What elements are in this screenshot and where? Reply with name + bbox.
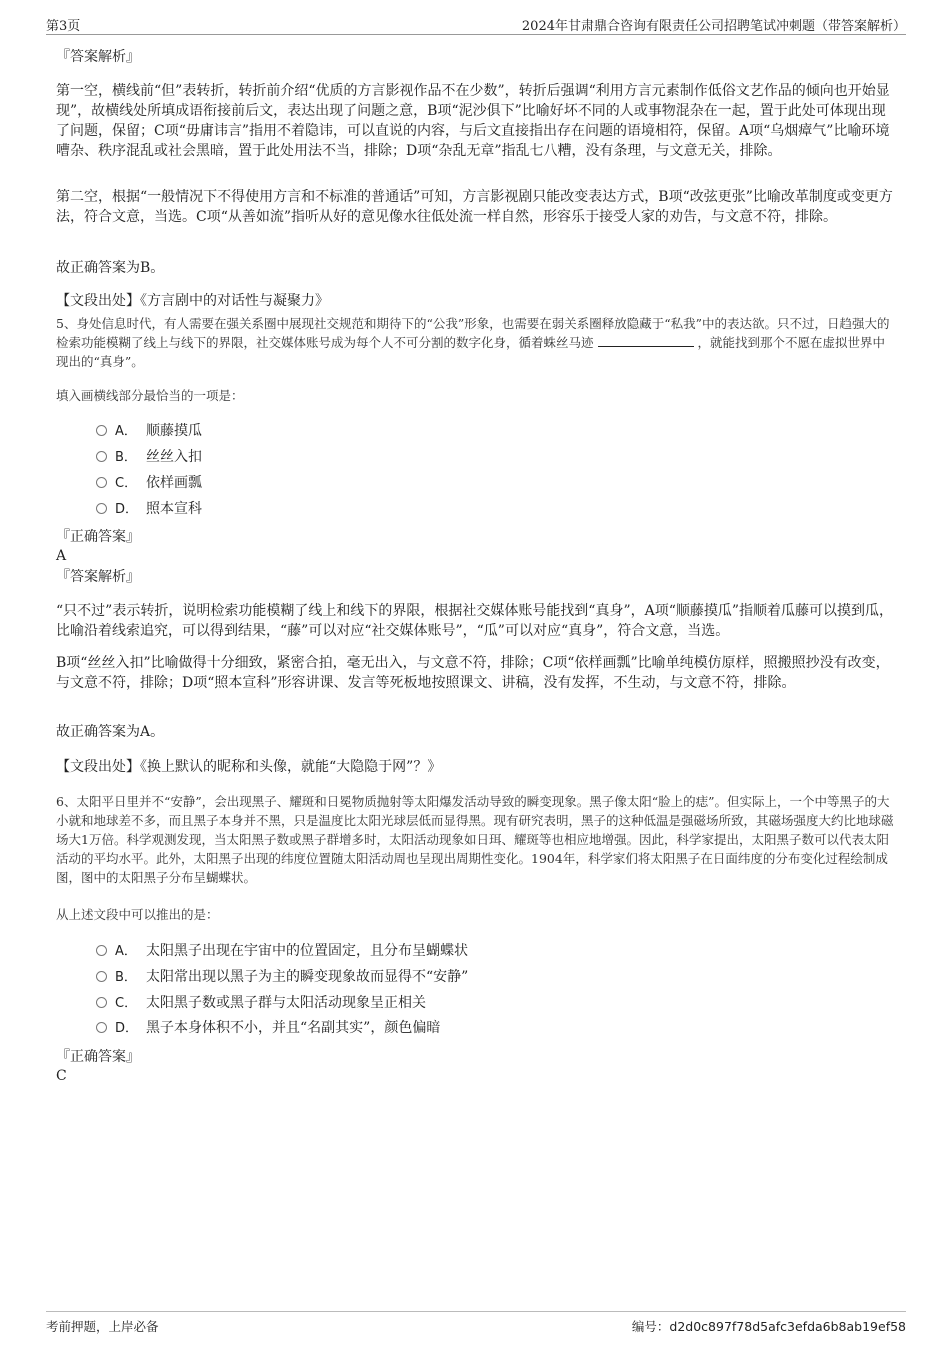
radio-icon[interactable] xyxy=(96,945,107,956)
q6-option-d[interactable] xyxy=(96,1017,440,1039)
document-code: 编号：d2d0c897f78d5afc3efda6b8ab19ef58 xyxy=(631,1319,906,1334)
option-letter: B． xyxy=(115,970,137,985)
radio-icon[interactable] xyxy=(96,1022,107,1033)
q5-stem xyxy=(56,314,894,371)
option-text: 照本宣科 xyxy=(146,501,202,517)
q6-option-b[interactable] xyxy=(96,966,468,988)
q5-conclusion: 故正确答案为A。 xyxy=(56,724,165,740)
option-letter: B． xyxy=(115,450,137,465)
footer-slogan: 考前押题，上岸必备 xyxy=(46,1319,159,1334)
option-text: 太阳黑子出现在宇宙中的位置固定，且分布呈蝴蝶状 xyxy=(146,943,468,959)
radio-icon[interactable] xyxy=(96,477,107,488)
option-letter: A． xyxy=(115,944,137,959)
q4-source: 【文段出处】《方言剧中的对话性与凝聚力》 xyxy=(56,293,329,309)
option-letter: C． xyxy=(115,996,138,1011)
q4-analysis-paragraph-2: 第二空，根据“一般情况下不得使用方言和不标准的普通话”可知，方言影视剧只能改变表达方式，B项“改弦更张”比喻改革制度或变更方法，符合文意，当选。C项“从善如流”指听从好的意见像水往低处流一样自然，形容乐于接受人家的劝告，与文意不符，排除。 xyxy=(56,189,893,225)
q6-option-a[interactable] xyxy=(96,940,468,962)
q5-answer-label: 『正确答案』 xyxy=(56,529,140,545)
option-text: 黑子本身体积不小，并且“名副其实”，颜色偏暗 xyxy=(146,1020,441,1036)
q5-option-a[interactable] xyxy=(96,420,202,442)
option-text: 太阳常出现以黑子为主的瞬变现象故而显得不“安静” xyxy=(146,969,469,985)
radio-icon[interactable] xyxy=(96,451,107,462)
radio-icon[interactable] xyxy=(96,971,107,982)
page-number: 第3页 xyxy=(46,19,81,34)
q5-option-d[interactable] xyxy=(96,498,202,520)
option-text: 太阳黑子数或黑子群与太阳活动现象呈正相关 xyxy=(146,995,426,1011)
option-text: 顺藤摸瓜 xyxy=(146,423,202,439)
page-header xyxy=(46,12,906,35)
q4-analysis-label: 『答案解析』 xyxy=(56,49,140,65)
q5-analysis-paragraph-1: “只不过”表示转折，说明检索功能模糊了线上和线下的界限，根据社交媒体账号能找到“真身”，A项“顺藤摸瓜”指顺着瓜藤可以摸到瓜，比喻沿着线索追究，可以得到结果，“藤”可以对应“社交媒体账号”，“瓜”可以对应“真身”，符合文意，当选。 xyxy=(56,603,894,639)
q4-analysis-paragraph-1: 第一空，横线前“但”表转折，转折前介绍“优质的方言影视作品不在少数”，转折后强调“利用方言元素制作低俗文艺作品的倾向也开始显现”，故横线处所填成语衔接前后文，表达出现了问题之意，B项“泥沙俱下”比喻好坏不同的人或事物混杂在一起，置于此处可体现出现了问题，保留；C项“毋庸讳言”指用不着隐讳，可以直说的内容，与后文直接指出存在问题的语境相符，保留。A项“乌烟瘴气”比喻环境嘈杂、秩序混乱或社会黑暗，置于此处用法不当，排除；D项“杂乱无章”指乱七八糟，没有条理，与文意无关，排除。 xyxy=(56,83,890,159)
q5-fill-blank xyxy=(598,335,694,347)
q5-analysis-label: 『答案解析』 xyxy=(56,569,140,585)
radio-icon[interactable] xyxy=(96,997,107,1008)
q5-stem-before-blank: 5、身处信息时代，有人需要在强关系圈中展现社交规范和期待下的“公我”形象，也需要在弱关系圈释放隐藏于“私我”中的表达欲。只不过，日趋强大的检索功能模糊了线上与线下的界限，社交媒体账号成为每个人不可分割的数字化身，循着蛛丝马迹 xyxy=(56,316,890,350)
q5-answer: A xyxy=(56,548,67,564)
q5-prompt: 填入画横线部分最恰当的一项是： xyxy=(56,388,244,403)
document-title: 2024年甘肃鼎合咨询有限责任公司招聘笔试冲刺题（带答案解析） xyxy=(521,19,906,34)
page-footer xyxy=(46,1311,906,1334)
q5-stem-after-blank: ，就能找到那个不愿在虚拟世界中现出的“真身”。 xyxy=(56,335,886,369)
option-text: 丝丝入扣 xyxy=(146,449,202,465)
option-letter: C． xyxy=(115,476,138,491)
radio-icon[interactable] xyxy=(96,503,107,514)
q6-answer: C xyxy=(56,1068,67,1084)
q6-prompt: 从上述文段中可以推出的是： xyxy=(56,907,219,922)
radio-icon[interactable] xyxy=(96,425,107,436)
q6-option-c[interactable] xyxy=(96,992,426,1014)
q5-option-c[interactable] xyxy=(96,472,202,494)
q5-analysis-paragraph-2: B项“丝丝入扣”比喻做得十分细致，紧密合拍，毫无出入，与文意不符，排除；C项“依样画瓢”比喻单纯模仿原样，照搬照抄没有改变，与文意不符，排除；D项“照本宣科”形容讲课、发言等死板地按照课文、讲稿，没有发挥，不生动，与文意不符，排除。 xyxy=(56,655,890,691)
q5-source: 【文段出处】《换上默认的昵称和头像，就能“大隐隐于网”？》 xyxy=(56,759,442,775)
option-letter: D． xyxy=(115,1021,139,1036)
option-letter: A． xyxy=(115,424,137,439)
option-letter: D． xyxy=(115,502,139,517)
q6-stem: 6、太阳平日里并不“安静”，会出现黑子、耀斑和日冕物质抛射等太阳爆发活动导致的瞬变现象。黑子像太阳“脸上的痣”。但实际上，一个中等黑子的大小就和地球差不多，而且黑子本身并不黑，只是温度比太阳光球层低而显得黑。现有研究表明，黑子的这种低温是强磁场所致，其磁场强度大约比地球磁场大1万倍。科学观测发现，当太阳黑子数或黑子群增多时，太阳活动现象如日珥、耀斑等也相应地增强。因此，科学家提出，太阳黑子数可以代表太阳活动的平均水平。此外，太阳黑子出现的纬度位置随太阳活动周也呈现出周期性变化。1904年，科学家们将太阳黑子在日面纬度的分布变化过程绘制成图，图中的太阳黑子分布呈蝴蝶状。 xyxy=(56,794,894,885)
q5-option-b[interactable] xyxy=(96,446,202,468)
option-text: 依样画瓢 xyxy=(146,475,202,491)
q6-answer-label: 『正确答案』 xyxy=(56,1049,140,1065)
q4-conclusion: 故正确答案为B。 xyxy=(56,260,165,276)
